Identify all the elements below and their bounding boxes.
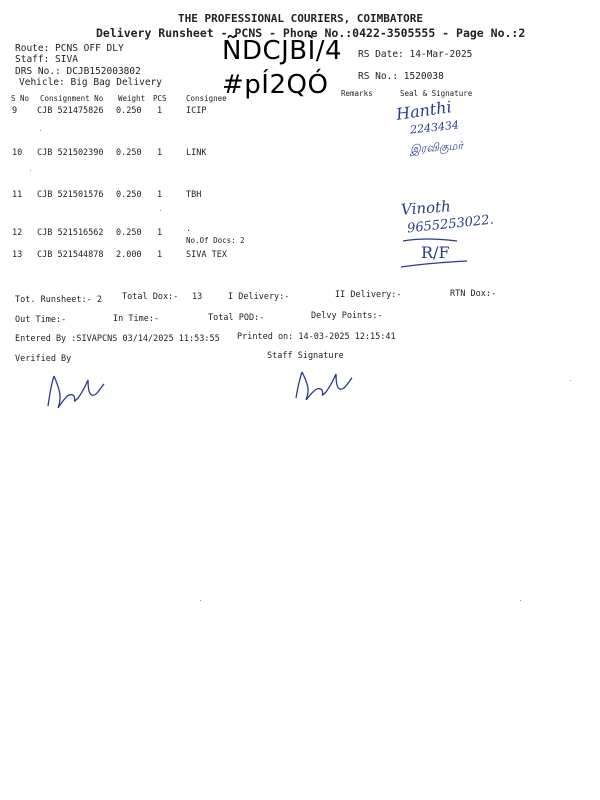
staff-signature-drawn: [290, 362, 360, 407]
company-name: THE PROFESSIONAL COURIERS, COIMBATORE: [178, 12, 424, 25]
scan-speck: [30, 170, 31, 171]
row-pcs: 1: [157, 190, 163, 200]
row-sno: 13: [12, 250, 23, 260]
col-remarks: Remarks: [341, 89, 373, 98]
signature-1-tamil: இரவிகுமர்: [409, 139, 464, 156]
in-time: In Time:-: [113, 314, 160, 324]
barcode-line-2: #pÍ2QÓ: [222, 70, 329, 100]
table-row: [0, 106, 600, 118]
handwritten-signature-2: [395, 195, 535, 280]
table-row: [0, 148, 600, 160]
entered-by: Entered By :SIVAPCNS 03/14/2025 11:53:55: [15, 334, 220, 344]
tot-runsheet: Tot. Runsheet:- 2: [15, 295, 102, 305]
drs-number: DRS No.: DCJB152003802: [15, 66, 141, 77]
row-weight: 0.250: [116, 228, 142, 238]
row-pcs: 1: [157, 228, 163, 238]
row-consignment: CJB 521475826: [37, 106, 104, 116]
row-sno: 9: [12, 106, 18, 116]
col-consignment: Consignment No: [40, 94, 104, 103]
signature-2-mark: R/F: [421, 243, 450, 262]
row-consignment: CJB 521502390: [37, 148, 104, 158]
col-weight: Weight: [118, 94, 146, 103]
route-label: Route: PCNS OFF DLY: [15, 43, 124, 54]
signature-2-number: 9655253022.: [406, 212, 495, 237]
row-weight: 0.250: [116, 190, 142, 200]
col-sno: S No: [11, 94, 30, 103]
row-consignment: CJB 521516562: [37, 228, 104, 238]
i-delivery: I Delivery:-: [228, 292, 290, 302]
row-sno: 11: [12, 190, 23, 200]
row-consignee: ICIP: [186, 106, 207, 116]
row-weight: 2.000: [116, 250, 142, 260]
vehicle-label: Vehicle: Big Bag Delivery: [19, 77, 162, 88]
row-sno: 12: [12, 228, 23, 238]
row-pcs: 1: [157, 148, 163, 158]
row-consignee: SIVA TEX: [186, 250, 227, 260]
row-consignment: CJB 521544878: [37, 250, 104, 260]
rs-date: RS Date: 14-Mar-2025: [358, 49, 473, 60]
total-pod: Total POD:-: [208, 313, 265, 323]
row-sno: 10: [12, 148, 23, 158]
row-consignee: LINK: [186, 148, 207, 158]
row-pcs: 1: [157, 106, 163, 116]
row-consignee: .: [186, 224, 192, 234]
verified-by-signature: [40, 362, 110, 417]
signature-2-underline: [395, 235, 475, 275]
barcode-line-1: ÑDCJBÌ/4: [222, 36, 343, 66]
row-note: No.Of Docs: 2: [186, 236, 245, 245]
runsheet-subtitle: Delivery Runsheet - PCNS - Phone No.:0422-3505555 - Page No.:2: [96, 26, 526, 40]
col-pcs: PCS: [153, 94, 167, 103]
staff-signature-label: Staff Signature: [267, 351, 344, 361]
rs-number: RS No.: 1520038: [358, 71, 444, 82]
row-consignee: TBH: [186, 190, 202, 200]
signature-2-name: Vinoth: [400, 197, 452, 219]
scan-speck: [520, 600, 521, 601]
signature-1-name: Hanthi: [394, 97, 453, 124]
row-consignment: CJB 521501576: [37, 190, 104, 200]
row-weight: 0.250: [116, 106, 142, 116]
scan-speck: [40, 130, 41, 131]
row-weight: 0.250: [116, 148, 142, 158]
rtn-dox: RTN Dox:-: [450, 289, 497, 299]
out-time: Out Time:-: [15, 315, 67, 325]
col-seal-signature: Seal & Signature: [400, 89, 473, 98]
scan-speck: [200, 600, 201, 601]
col-consignee: Consignee: [186, 94, 227, 103]
row-pcs: 1: [157, 250, 163, 260]
printed-on: Printed on: 14-03-2025 12:15:41: [237, 332, 396, 342]
total-dox-label: Total Dox:-: [122, 292, 179, 302]
total-dox-value: 13: [192, 292, 203, 302]
staff-label: Staff: SIVA: [15, 54, 78, 65]
delvy-points: Delvy Points:-: [311, 311, 383, 321]
ii-delivery: II Delivery:-: [335, 290, 402, 300]
verified-by: Verified By: [15, 354, 72, 364]
signature-1-number: 2243434: [409, 118, 460, 137]
scan-speck: [160, 210, 161, 211]
scan-speck: [570, 380, 571, 381]
handwritten-signature-1: [390, 95, 510, 165]
